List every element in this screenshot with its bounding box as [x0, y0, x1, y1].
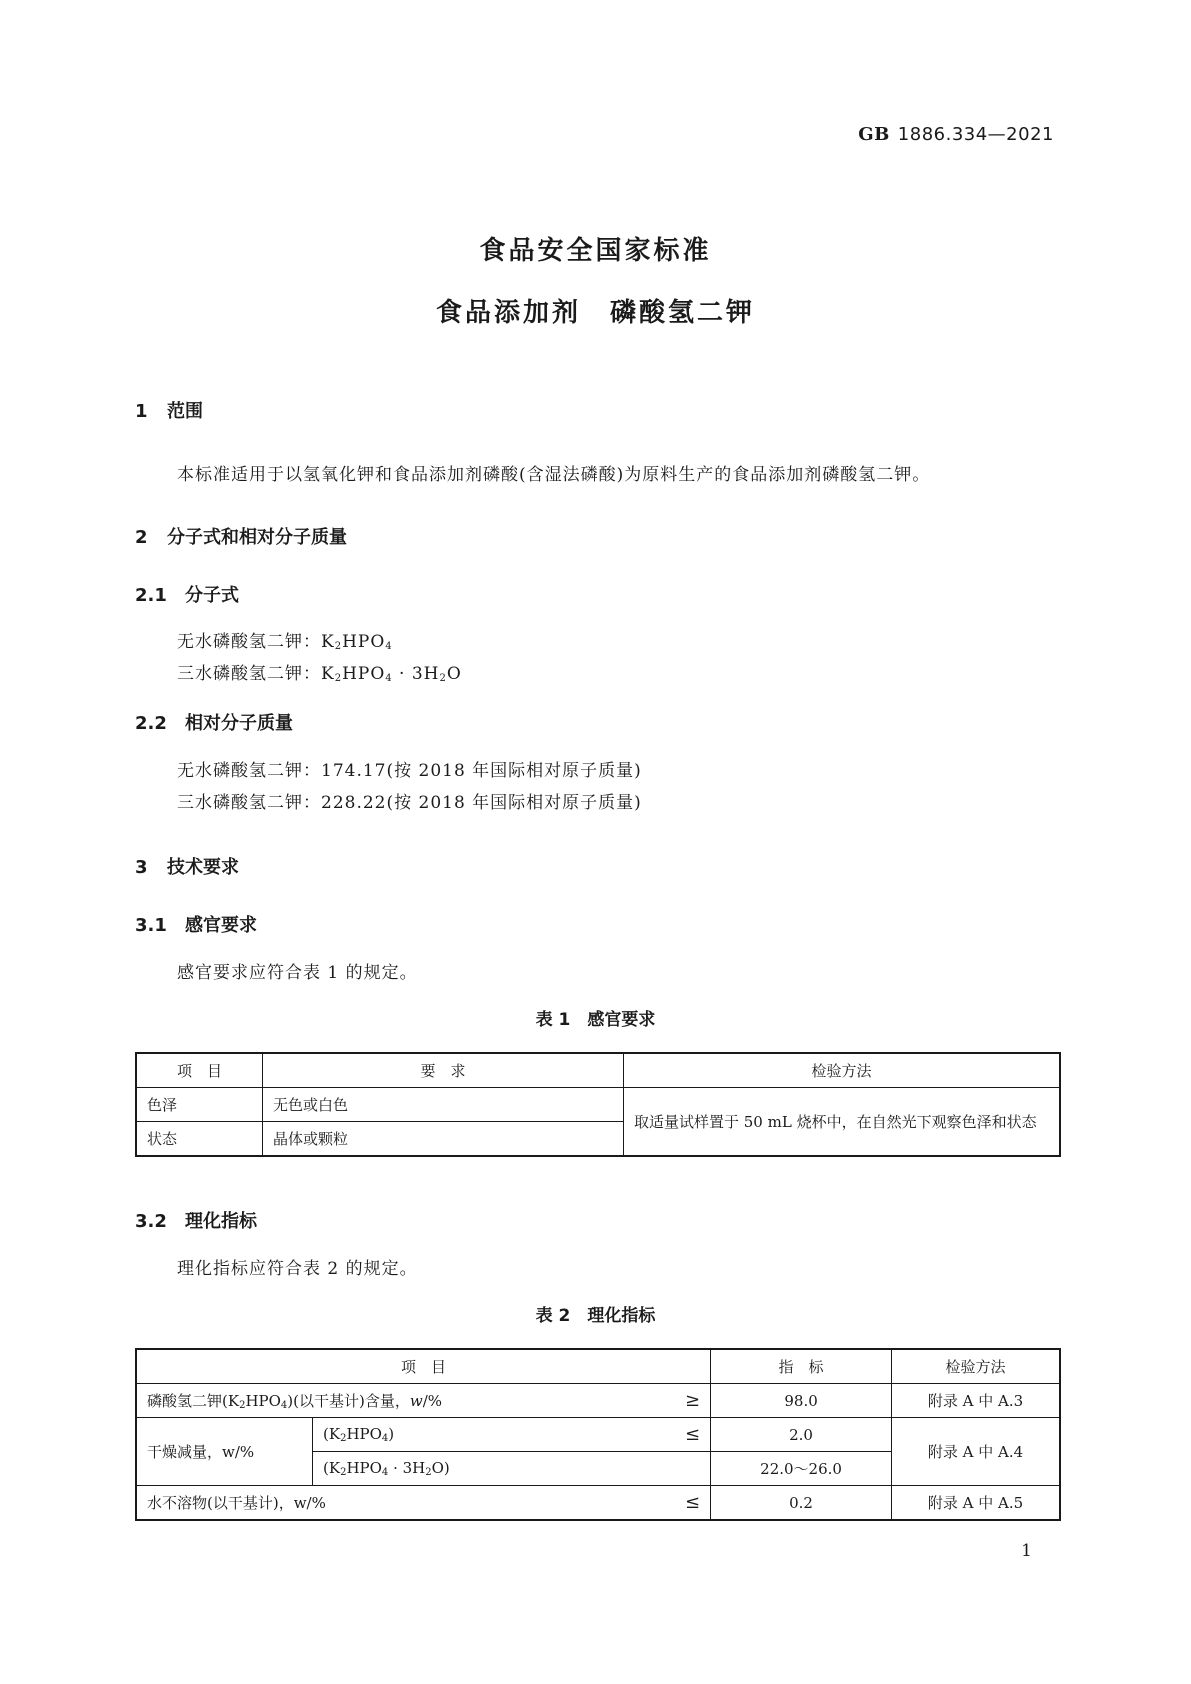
standard-code	[858, 124, 1054, 145]
section-title: 分子式	[185, 585, 239, 606]
table-cell	[136, 1486, 711, 1521]
geq-symbol: ≥	[684, 1390, 701, 1411]
section-number: 2	[135, 527, 148, 548]
table-header: 项 目	[136, 1053, 263, 1088]
section-1-text: 本标准适用于以氢氧化钾和食品添加剂磷酸(含湿法磷酸)为原料生产的食品添加剂磷酸氢二钾。	[177, 465, 931, 485]
table-header: 指 标	[711, 1349, 892, 1384]
table-cell: 98.0	[711, 1384, 892, 1418]
mass-trihydrate: 三水磷酸氢二钾：228.22(按 2018 年国际相对原子质量)	[177, 793, 642, 813]
title-main: 食品安全国家标准	[479, 236, 712, 266]
section-title: 技术要求	[167, 857, 239, 878]
mass-anhydrous: 无水磷酸氢二钾：174.17(按 2018 年国际相对原子质量)	[177, 761, 642, 781]
table-header: 项 目	[136, 1349, 711, 1384]
table-cell: 0.2	[711, 1486, 892, 1521]
table-cell: 附录 A 中 A.5	[892, 1486, 1060, 1521]
table-2	[135, 1348, 1061, 1521]
table-cell: 附录 A 中 A.3	[892, 1384, 1060, 1418]
table-cell: 2.0	[711, 1418, 892, 1452]
section-1-heading	[135, 397, 203, 423]
table-cell: 取适量试样置于 50 mL 烧杯中，在自然光下观察色泽和状态	[624, 1088, 1061, 1157]
formula-value: $K_2HPO_4$	[321, 632, 393, 652]
section-2-heading	[135, 523, 347, 549]
section-2-2-heading	[135, 709, 293, 735]
table-cell: $(K_2HPO_4 \cdot 3H_2O)$	[313, 1452, 711, 1486]
table-1	[135, 1052, 1061, 1157]
table-2-caption: 表 2 理化指标	[535, 1306, 656, 1326]
formula-value: $K_2HPO_4 \cdot 3H_2O$	[321, 664, 462, 684]
section-title: 范围	[167, 401, 203, 422]
section-number: 3.1	[135, 915, 167, 936]
section-title: 相对分子质量	[185, 713, 293, 734]
section-title: 分子式和相对分子质量	[167, 527, 347, 548]
table-header: 检验方法	[624, 1053, 1061, 1088]
table-cell: 22.0～26.0	[711, 1452, 892, 1486]
table-header: 要 求	[263, 1053, 624, 1088]
leq-symbol: ≤	[684, 1492, 701, 1513]
table-cell: 状态	[136, 1122, 263, 1157]
formula-trihydrate	[177, 659, 462, 684]
table-header: 检验方法	[892, 1349, 1060, 1384]
section-3-heading	[135, 853, 239, 879]
table-1-caption: 表 1 感官要求	[535, 1010, 656, 1030]
standard-number: 1886.334—2021	[897, 124, 1054, 145]
section-number: 3	[135, 857, 148, 878]
section-3-2-text: 理化指标应符合表 2 的规定。	[177, 1259, 418, 1279]
table-cell: 磷酸氢二钾$(K_2HPO_4)$(以干基计)含量，w/% ≥	[136, 1384, 711, 1418]
table-cell: $(K_2HPO_4)$ ≤	[313, 1418, 711, 1452]
table-cell: 晶体或颗粒	[263, 1122, 624, 1157]
section-number: 1	[135, 401, 148, 422]
page-number: 1	[1021, 1541, 1032, 1561]
section-3-1-heading	[135, 911, 257, 937]
section-number: 2.1	[135, 585, 167, 606]
section-number: 2.2	[135, 713, 167, 734]
table-cell: 无色或白色	[263, 1088, 624, 1122]
section-3-1-text: 感官要求应符合表 1 的规定。	[177, 963, 418, 983]
formula-label: 三水磷酸氢二钾：	[177, 664, 321, 684]
title-sub: 食品添加剂 磷酸氢二钾	[435, 298, 755, 328]
standard-prefix: GB	[858, 124, 890, 145]
leq-symbol: ≤	[684, 1424, 701, 1445]
section-3-2-heading	[135, 1207, 257, 1233]
section-2-1-heading	[135, 581, 239, 607]
formula-label: 无水磷酸氢二钾：	[177, 632, 321, 652]
section-title: 理化指标	[185, 1211, 257, 1232]
row-label: 水不溶物(以干基计)，w/%	[147, 1494, 326, 1512]
table-cell: 色泽	[136, 1088, 263, 1122]
table-cell: 附录 A 中 A.4	[892, 1418, 1060, 1486]
section-number: 3.2	[135, 1211, 167, 1232]
section-title: 感官要求	[185, 915, 257, 936]
table-cell: 干燥减量，w/%	[136, 1418, 313, 1486]
formula-anhydrous	[177, 627, 393, 652]
